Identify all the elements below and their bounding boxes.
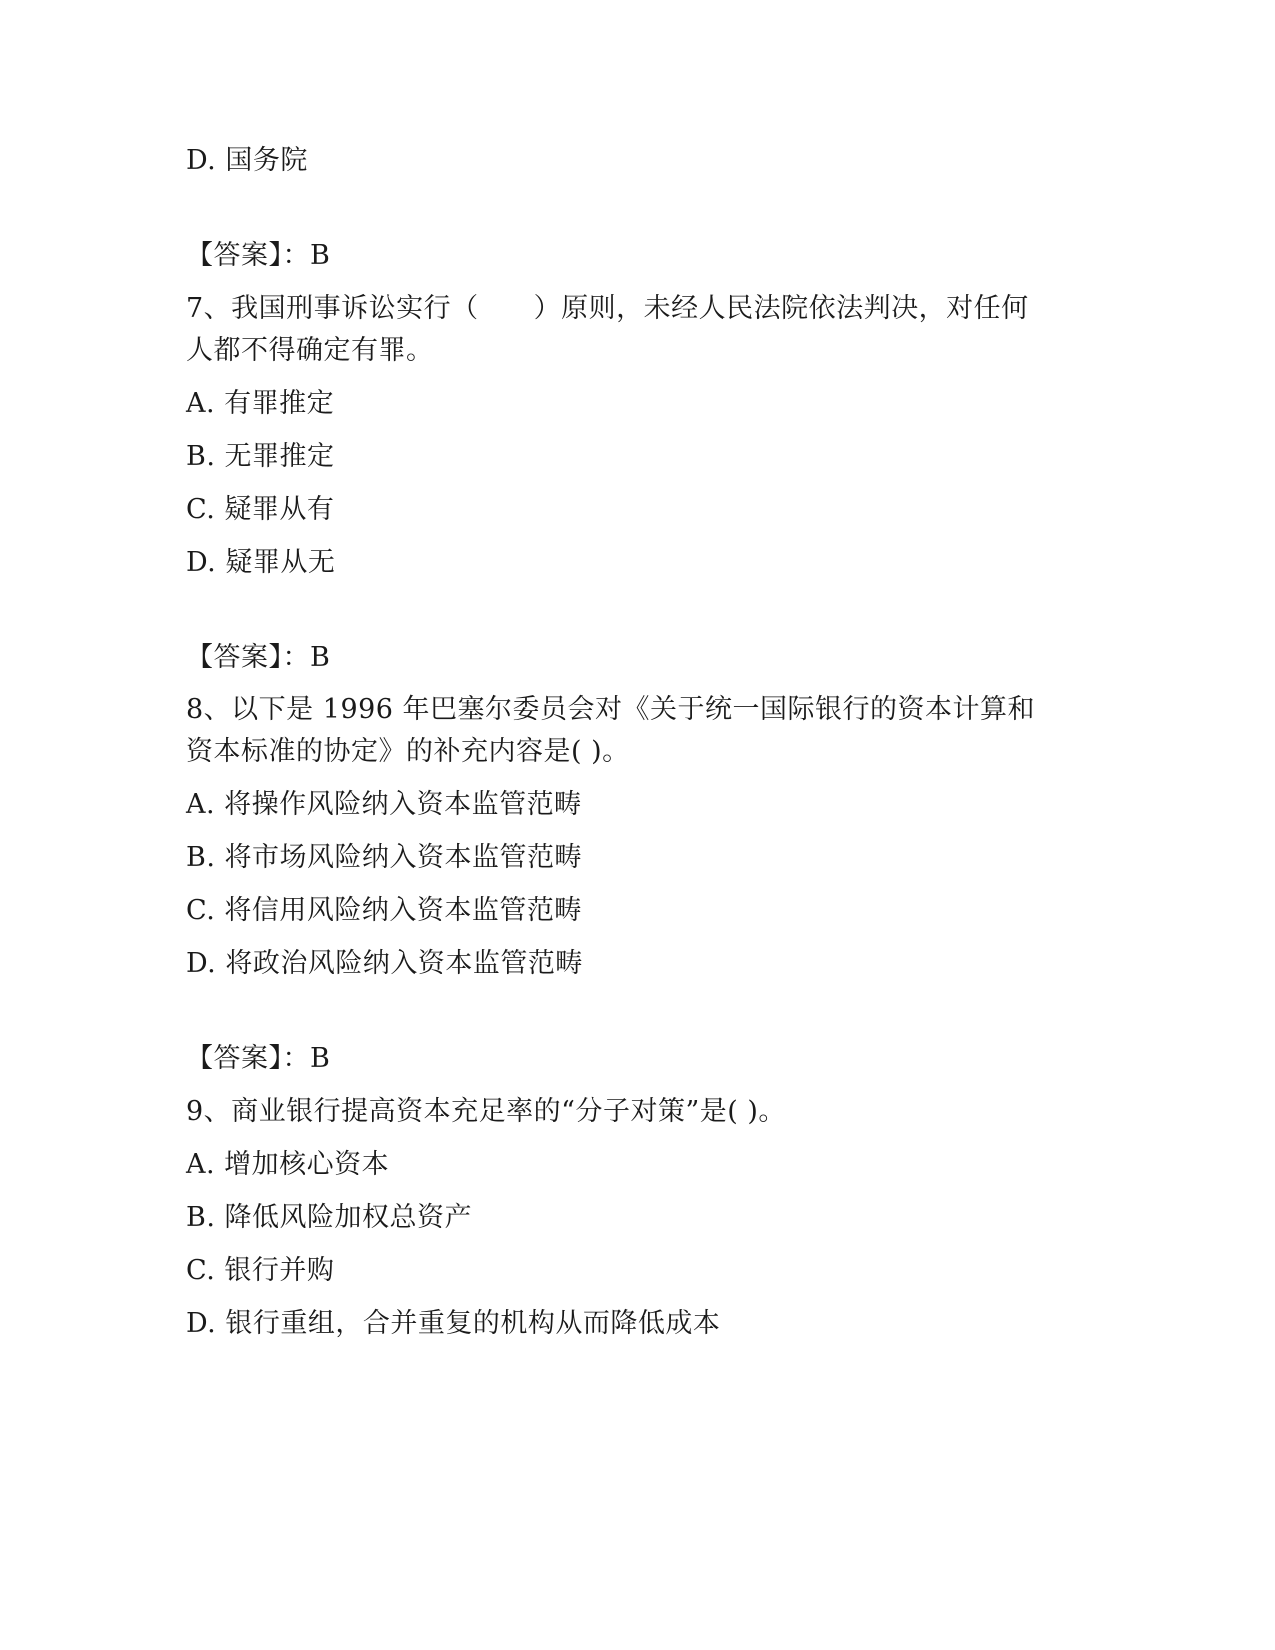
question-8-option-c: C. 将信用风险纳入资本监管范畴	[186, 895, 582, 926]
answer-q7: 【答案】：B	[186, 642, 331, 673]
question-9-option-c: C. 银行并购	[186, 1255, 335, 1286]
question-7-stem-line1: 7、我国刑事诉讼实行（ ）原则，未经人民法院依法判决，对任何	[186, 293, 1029, 324]
question-9-option-b: B. 降低风险加权总资产	[186, 1202, 473, 1233]
question-9-stem-line1: 9、商业银行提高资本充足率的“分子对策”是( )。	[186, 1096, 786, 1127]
question-7-stem-line2: 人都不得确定有罪。	[186, 335, 434, 366]
question-8-stem-line2: 资本标准的协定》的补充内容是( )。	[186, 736, 630, 767]
question-9-option-d: D. 银行重组，合并重复的机构从而降低成本	[186, 1308, 721, 1339]
answer-q8: 【答案】：B	[186, 1043, 331, 1074]
option-d-q6: D. 国务院	[186, 145, 308, 176]
question-9-option-a: A. 增加核心资本	[186, 1149, 390, 1180]
question-8-option-d: D. 将政治风险纳入资本监管范畴	[186, 948, 583, 979]
answer-q6: 【答案】：B	[186, 240, 331, 271]
question-7-option-c: C. 疑罪从有	[186, 494, 335, 525]
question-8-option-b: B. 将市场风险纳入资本监管范畴	[186, 842, 583, 873]
question-8-stem-line1: 8、以下是 1996 年巴塞尔委员会对《关于统一国际银行的资本计算和	[186, 694, 1036, 725]
question-8-option-a: A. 将操作风险纳入资本监管范畴	[186, 789, 582, 820]
question-7-option-b: B. 无罪推定	[186, 441, 335, 472]
question-7-option-a: A. 有罪推定	[186, 388, 335, 419]
question-7-option-d: D. 疑罪从无	[186, 547, 336, 578]
